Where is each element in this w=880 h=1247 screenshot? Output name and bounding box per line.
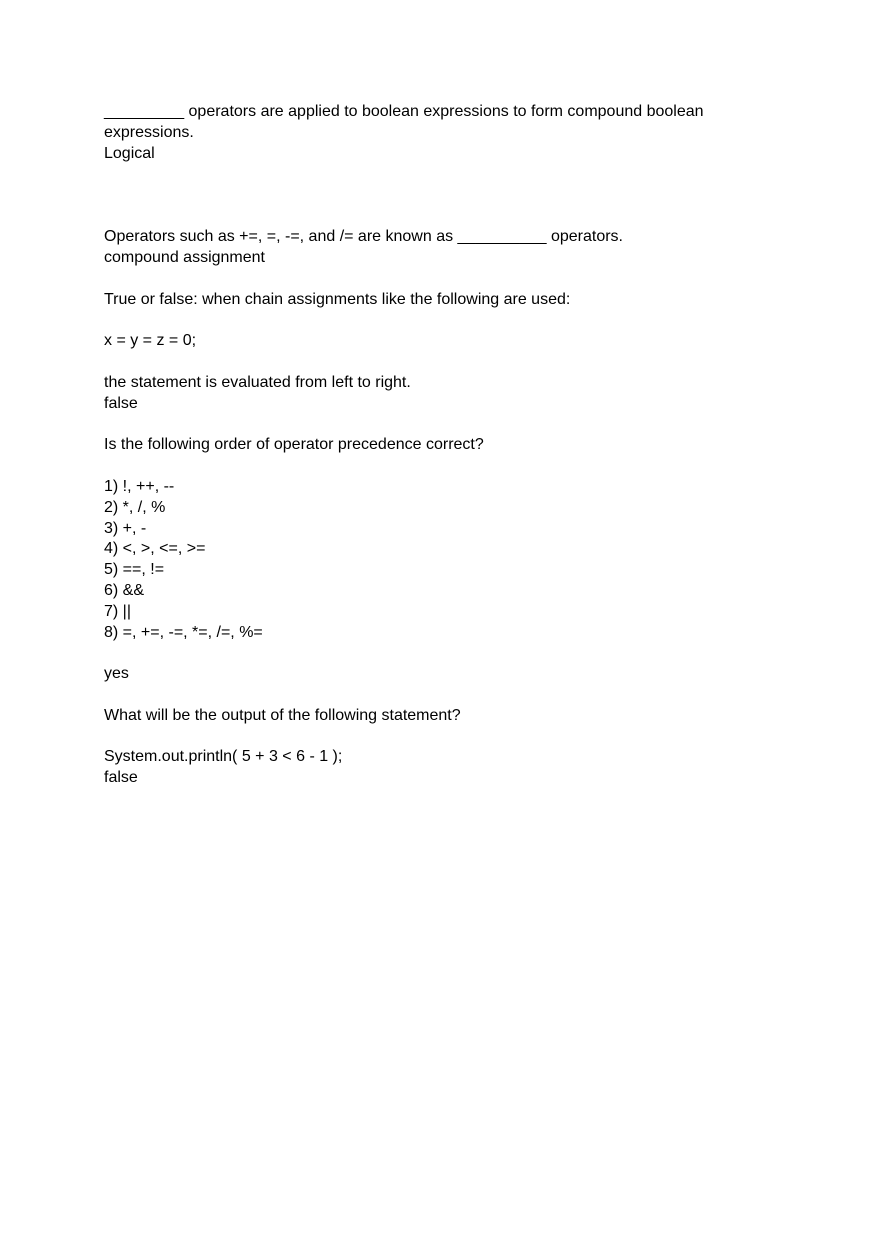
question-text: Operators such as +=, =, -=, and /= are known as __________ operators.: [104, 228, 623, 246]
question-text: True or false: when chain assignments like the following are used:: [104, 290, 571, 308]
answer-text: yes: [104, 665, 129, 683]
list-item: 6) &&: [104, 581, 145, 599]
answer-text: Logical: [104, 144, 155, 162]
spacer: [104, 727, 744, 748]
answer-text: compound assignment: [104, 249, 265, 267]
spacer: [104, 643, 744, 664]
code-text: System.out.println( 5 + 3 < 6 - 1 );: [104, 748, 343, 766]
list-item: 1) !, ++, --: [104, 477, 175, 495]
spacer: [104, 164, 744, 227]
spacer: [104, 456, 744, 477]
list-item: 8) =, +=, -=, *=, /=, %=: [104, 623, 263, 641]
question-text: _________ operators are applied to boolean expressions to form compound boolean: [104, 103, 704, 120]
list-item: 7) ||: [104, 602, 131, 620]
list-item: 2) *, /, %: [104, 498, 166, 516]
list-item: 3) +, -: [104, 519, 147, 537]
question-text: the statement is evaluated from left to right.: [104, 373, 411, 391]
spacer: [104, 415, 744, 436]
answer-text: false: [104, 769, 138, 787]
question-text: expressions.: [104, 123, 194, 141]
spacer: [104, 269, 744, 290]
document-page: [104, 102, 744, 789]
answer-text: false: [104, 394, 138, 412]
question-text: Is the following order of operator precedence correct?: [104, 436, 484, 454]
list-item: 4) <, >, <=, >=: [104, 540, 206, 558]
code-text: x = y = z = 0;: [104, 332, 197, 350]
spacer: [104, 311, 744, 332]
spacer: [104, 685, 744, 706]
question-text: What will be the output of the following statement?: [104, 706, 461, 724]
spacer: [104, 352, 744, 373]
list-item: 5) ==, !=: [104, 561, 165, 579]
